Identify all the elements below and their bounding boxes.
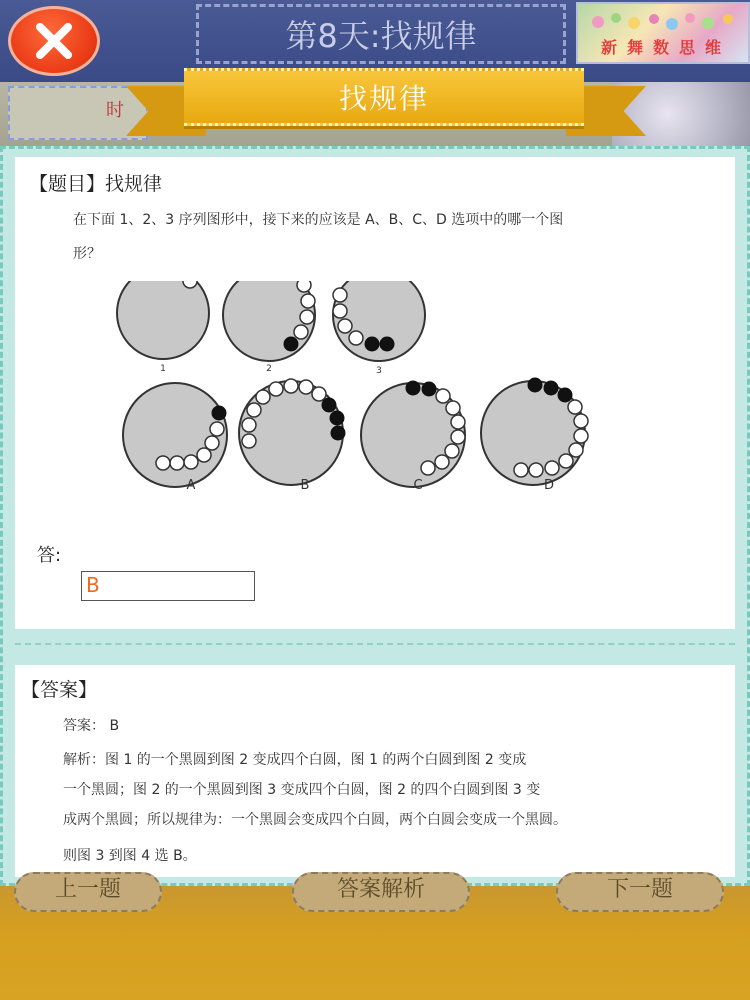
section-divider — [15, 643, 735, 645]
option-d-label: D — [543, 478, 555, 493]
brand-text: 新舞数思维 — [600, 38, 731, 57]
timer-card — [8, 86, 148, 140]
flower-decoration-icon — [586, 10, 746, 32]
explanation-line: 成两个黑圆；所以规律为：一个黑圆会变成四个白圆，两个白圆会变成一个黑圆。 — [63, 812, 567, 828]
answer-prompt: 答: — [37, 545, 62, 566]
question-heading: 【题目】找规律 — [29, 173, 163, 195]
option-b-label: B — [300, 478, 310, 493]
prev-question-button[interactable] — [14, 872, 162, 912]
prev-question-label: 上一题 — [54, 877, 121, 902]
question-card — [15, 157, 735, 629]
question-text-line1: 在下面 1、2、3 序列图形中，接下来的应该是 A、B、C、D 选项中的哪一个图 — [73, 212, 564, 228]
answer-heading: 【答案】 — [21, 679, 98, 701]
option-c-label: C — [413, 478, 423, 493]
section-ribbon — [184, 68, 584, 126]
close-button[interactable] — [8, 6, 100, 76]
option-a-figure — [123, 383, 227, 487]
answer-card — [15, 665, 735, 877]
figure-2 — [223, 281, 315, 361]
question-text-line2: 形？ — [73, 246, 101, 262]
answer-analysis-label: 答案解析 — [336, 877, 425, 902]
bottom-bar — [0, 877, 750, 1000]
explanation-line: 解析：图 1 的一个黑圆到图 2 变成四个白圆，图 1 的两个白圆到图 2 变成 — [63, 752, 527, 768]
page-title-box — [196, 4, 566, 64]
option-c-figure — [361, 381, 465, 487]
answer-analysis-button[interactable] — [292, 872, 470, 912]
ribbon-title: 找规律 — [338, 82, 429, 115]
option-a-label: A — [186, 478, 196, 493]
pattern-puzzle-figure — [111, 281, 601, 495]
page-title: 第8天:找规律 — [285, 17, 477, 55]
option-b-figure — [239, 379, 345, 485]
next-question-label: 下一题 — [606, 877, 673, 902]
brand-logo — [576, 2, 750, 64]
figure-2-label: 2 — [266, 364, 272, 374]
close-icon — [32, 19, 76, 63]
figure-3 — [333, 281, 425, 361]
figure-1 — [117, 281, 209, 359]
answer-result: 答案： B — [63, 718, 120, 734]
figure-1-label: 1 — [160, 364, 166, 374]
content-panel[interactable] — [0, 146, 750, 886]
answer-input[interactable]: B — [81, 571, 255, 601]
figure-3-label: 3 — [376, 366, 382, 376]
next-question-button[interactable] — [556, 872, 724, 912]
explanation-line: 则图 3 到图 4 选 B。 — [63, 848, 197, 864]
timer-label-partial: 时 — [106, 100, 124, 121]
option-d-figure — [481, 378, 601, 495]
explanation-line: 一个黑圆；图 2 的一个黑圆到图 3 变成四个白圆，图 2 的四个白圆到图 3 变 — [63, 782, 541, 798]
